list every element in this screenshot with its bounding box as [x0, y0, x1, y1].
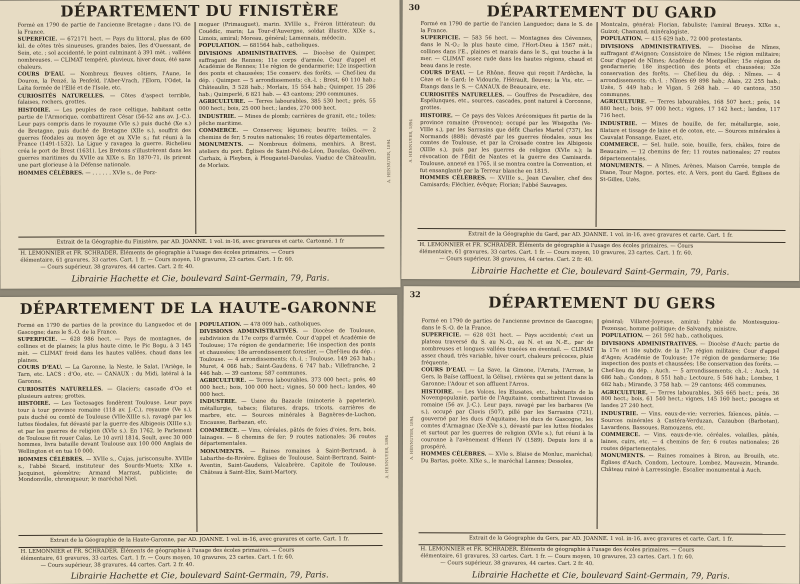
card-gers: [402, 286, 800, 584]
publisher-line: Librairie Hachette et Cie, boulevard Saint-Germain, 79, Paris.: [71, 272, 330, 284]
card-title: DÉPARTEMENT DU GARD: [486, 2, 717, 22]
paragraph: HOMMES CÉLÈBRES. — XVIe s. Blaise de Monluc, maréchal; Du Bartas, poète. XIXe s., le maréchal Lannes; Dessoles,: [420, 451, 593, 466]
paragraph: AGRICULTURE. — Terres labourables, 373 000 hect.; prés, 40 000 hect.; bois, 100 000 hect.; vignes, 50 000 hect.; landes, 40 000 hect.: [199, 377, 376, 399]
paragraph: HOMMES CÉLÈBRES. — XVIIe s., Cujas, jurisconsulte. XVIIIe s., l'abbé Sicard, instituteur des Sourds-Muets; XIXe s. Jacquinot, géomètre; Armand Marrast, publiciste; de Mondonville, chroniqueur; le maréchal Niel.: [18, 455, 193, 484]
paragraph: Formé en 1790 de parties de l'ancienne province de Gascogne; dans le S.-O. de la France.: [421, 318, 594, 332]
paragraph: MONUMENTS. — Ruines romaines à Saint-Bertrand, à Labarthe-de-Rivière. Églises de Toulouse, Saint-Bertrand, Saint-Aventin, Saint-Gaudens, Valcabrère. Capitole de Toulouse. Château à Saint-Elix, Saint-Martory.: [200, 447, 377, 476]
side-imprint: A. HENNUYER, 1894: [385, 139, 392, 183]
left-column: [421, 318, 594, 529]
card-gard: [401, 0, 800, 281]
paragraph: INDUSTRIE. — Vins, eaux-de-vie; verreries, faïences, pâtés. — Sources minérales à Castéra-Verduzan, Cazaubon (Barbotan), Lavardens, Bassoues, Ramouzens, etc.: [601, 410, 780, 432]
column-divider: [596, 22, 598, 227]
footer-line-1: H. LEMONNIER et FR. SCHRADER. Éléments de géographie à l'usage des écoles primaires. — Cours: [20, 547, 295, 555]
paragraph: MONUMENTS. — Ruines romaines à Biron, au Brouilh, etc. Églises d'Auch, Condom, Lectoure, Lombez, Mauvezin, Mirande. Château ruiné à Larressingle. Escalier monumental à Auch.: [600, 453, 779, 474]
paragraph: général; Villaret-Joyeuse, amiral; l'abbé de Montesquiou-Fezensac, homme politique; de Salvandy, ministre.: [601, 318, 780, 333]
footer-line-1: H. LEMONNIER et FR. SCHRADER. Éléments de géographie à l'usage des écoles primaires. — Cours: [20, 249, 295, 257]
column-divider: [195, 22, 197, 234]
paragraph: CURIOSITÉS NATURELLES. — Glaciers; cascade d'Oo et plusieurs autres; grottes.: [17, 385, 192, 400]
footer-line-1: H. LEMONNIER et FR. SCHRADER. Éléments de géographie à l'usage des écoles primaires. — Cours: [420, 546, 695, 554]
left-column: [17, 322, 192, 533]
footer-line-1: H. LEMONNIER et FR. SCHRADER. Éléments de géographie à l'usage des écoles primaires. — Cours: [419, 242, 694, 250]
divider-line: [419, 532, 786, 535]
paragraph: HISTOIRE. — Les peuples de race celtique, habitant cette partie de l'Armorique, combattirent César (56-52 ans av. J.-C.). Leur pays compris dans le royaume (VIe s.) puis duché (Xe s.) de Bretagne, puis duché de Bretagne (XIIe s.), souffrit des guerres féodales au moyen âge et au XVIe s.; fut réuni à la France (1491-1532). La Ligue y ravagea la guerre. Richelieu créa le port de Brest (1631). Les Bretons s'illustrèrent dans les guerres maritimes du XVIIe au XIXe s. En 1870-71, ils prirent une part glorieuse à la Défense nationale.: [17, 106, 192, 169]
paragraph: POPULATION. — 681564 hab., catholiques.: [198, 42, 320, 50]
card-haute-garonne: [0, 295, 399, 584]
left-column: [18, 22, 192, 235]
paragraph: SUPERFICIE. — 628 986 hect. — Pays de montagnes, de collines et de plaines; la plus haute cime, le Pic Bogu, à 3 145 mèt. — CLIMAT froid dans les hautes vallées, chaud dans les plaines.: [17, 336, 192, 364]
paragraph: AGRICULTURE. — Terres labourables, 385 530 hect.; prés, 55 000 hect.; bois, 25 000 hect.; landes, 270 000 hect.: [198, 98, 376, 113]
publisher-line: Librairie Hachette et Cie, boulevard Saint-Germain, 79, Paris.: [471, 569, 730, 581]
paragraph: moguer (Primauguet), marin. XVIIIe s., Fréron littérateur; du Couëdic, marin; La Tour-d'Auvergne, soldat illustre. XIXe s., Limoix, amiral; Moreau, général; Lamennais, médecin.: [198, 21, 376, 42]
card-number: 30: [408, 1, 420, 13]
paragraph: Formé en 1790 de partie de l'ancien Languedoc; dans le S. de la France.: [420, 21, 593, 35]
right-column: [601, 319, 780, 530]
extract-line: Extrait de la Géographie du Finistère, par AD. JOANNE. 1 vol. in-16, avec gravures et carte. Cartonné. 1 fr: [56, 238, 345, 246]
paragraph: HOMMES CÉLÈBRES. — . . . . . . XVIe s., de Porz-: [18, 169, 157, 177]
paragraph: POPULATION. — 261 592 hab., catholiques.: [601, 333, 724, 340]
paragraph: COURS D'EAU. — Le Rhône, fleuve qui reçoit l'Ardèche, la Cèze et le Gard; le Vidourle, l'Hérault, fleuves; la Vis, etc. — Étangs dans le S. — CANAUX de Beaucaire, etc.: [420, 70, 593, 91]
side-imprint: A. HENNUYER, 1894: [408, 416, 415, 460]
card-number: 32: [409, 289, 421, 300]
paragraph: COURS D'EAU. — Nombreux fleuves côtiers, l'Aune, le Douron, la Penzé, la Penfeld, l'Aber-Vrach, l'Elorn, l'Odet, la Laïta formée de l'Ellé et de l'Isole, etc.: [17, 71, 191, 92]
card-title: DÉPARTEMENT DU GERS: [488, 293, 716, 313]
column-divider: [195, 322, 197, 532]
paragraph: POPULATION. — 478 009 hab., catholiques.: [199, 321, 322, 328]
footer-line-3: — Cours supérieur, 38 gravures, 44 cartes. Cart. 2 fr. 40.: [40, 264, 194, 271]
paragraph: HISTOIRE. — Ce pays des Volces Arécomiques fit partie de la province romaine (Provence); occupé par les Wisigoths (Ve-VIIIe s.), par les Sarrasins que défit Charles Martel (737), les Normands (888); dévasté par les guerres féodales, sous les comtes de Toulouse, et par la Croisade contre les Albigeois (XIIIe s.), puis par les guerres de religion (XVIe s.); la révocation de l'Édit de Nantes et la guerre des Camisards. Toulouse, annexé en 1765, il se montra contre la Convention, et fut ensanglanté par la Terreur blanche en 1815.: [419, 112, 593, 175]
paragraph: HOMMES CÉLÈBRES. — XVIIIe s., Jean Cavalier, chef des Camisards; Fléchier, évêque; Florian; l'abbé Sauvages.: [419, 175, 592, 190]
paragraph: DIVISIONS ADMINISTRATIVES. — Diocèse de Quimper, suffragant de Rennes; 11e corps d'armée. Cour d'appel et Académie de Rennes; 11e région de gendarmerie; 12e inspection des ponts et chaussées; 15e conserv. des forêts. — Chef-lieu du dép. : Quimper. — 5 arrondissements; ch.-l. : Brest, 60 110 hab.; Châteaulin, 3 528 hab.; Morlaix, 15 554 hab.; Quimper, 15 286 hab.; Quimperlé, 6 821 hab. — 43 cantons; 290 communes.: [198, 50, 376, 99]
publisher-line: Librairie Hachette et Cie, boulevard Saint-Germain, 79, Paris.: [70, 569, 329, 581]
column-divider: [597, 319, 599, 529]
right-column: [600, 22, 781, 228]
paragraph: COMMERCE. — Sel, huile, soie, houille, fers, châles, foire de Beaucaire. — 12 chemins de fer; 11 routes nationales; 27 routes départementales.: [599, 141, 781, 162]
paragraph: Montcalm, général; Florian, fabuliste; l'amiral Brueys. XIXe s., Guizot; Chamand, minéralogiste.: [600, 21, 781, 36]
paragraph: HISTOIRE. — Les Volces, les Elusates, etc., habitants de la Novempopulanie, partie de l'Aquitaine, combattirent l'invasion romaine (56 av. J.-C.). Leur pays, ravagé par les barbares (Ve s.), occupé par Clovis (507), pillé par les Sarrasins (721), gouverné par les ducs d'Aquitaine, les ducs de Gascogne, les comtes d'Armagnac (Xe-XVe s.), dévasté par les luttes féodales et surtout par les guerres de religion (XVIe s.), fut réuni à la couronne à l'avènement d'Henri IV (1589). Depuis lors il a prospéré.: [420, 388, 594, 451]
paragraph: COMMERCE. — Vins, céréales, pâtés de foies d'oies, fers, bois, lainages. — 8 chemins de fer; 9 routes nationales; 36 routes départementales.: [199, 426, 377, 448]
side-imprint: A. HENNUYER, 1894: [383, 435, 390, 479]
footer-line-3: — Cours supérieur, 38 gravures, 44 cartes. Cart. 2 fr. 40.: [440, 560, 594, 567]
footer-line-2: élémentaire, 61 gravures, 33 cartes. Cart. 1 fr. — Cours moyen, 10 gravures, 23 cartes. Cart. 1 fr. 60.: [20, 256, 294, 264]
paragraph: Formé en 1790 de parties de la province du Languedoc et de Gascogne; dans le S.-O. de la France.: [17, 322, 192, 336]
card-title: DÉPARTEMENT DE LA HAUTE-GARONNE: [19, 299, 377, 318]
footer-line-2: élémentaire, 61 gravures, 33 cartes. Cart. 1 fr. — Cours moyen, 10 gravures, 23 cartes. Cart. 1 fr. 60.: [20, 554, 294, 562]
paragraph: DIVISIONS ADMINISTRATIVES. — Diocèse de Nîmes, suffragant d'Avignon; Consistoire de Nîmes; 15e région militaire; Cour d'appel de Nîmes; Académie de Montpellier; 15e région de gendarmerie; 18e inspection des ponts et chaussées; 32e conservation des forêts. — Chef-lieu du dép. : Nîmes. — 4 arrondissements; ch.-l. : Nîmes 69 898 hab.; Alais, 22 255 hab.; Uzès, 5 449 hab.; le Vigan, 5 268 hab. — 40 cantons, 350 communes.: [600, 43, 781, 99]
paragraph: COURS D'EAU. — La Garonne, la Neste, le Salat, l'Ariège, le Tarn, etc. LACS : d'Oo, etc. — CANAUX : du Midi, latéral à la Garonne.: [17, 364, 192, 386]
right-column: [199, 21, 377, 234]
paragraph: SUPERFICIE. — 628 031 hect. — Pays accidenté; c'est un plateau traversé du S. au N.-O., au N. et au N.-E., par de nombreuses et longues vallées tracées en éventail. — CLIMAT assez chaud, très variable, hiver court, chaleurs précoces, pluie fréquente.: [421, 332, 594, 367]
paragraph: MONUMENTS. — A Nîmes, Arènes, Maison Carrée, temple de Diane, Tour Magne, portes, etc. A Vers, pont du Gard. Églises de St-Gilles, Uzès.: [599, 163, 780, 184]
paragraph: POPULATION. — 415 629 hab., 72 000 protestants.: [600, 36, 743, 44]
paragraph: COURS D'EAU. — La Save, la Gimone, l'Arrats, l'Arrose, le Gers, la Baïse (affluent, la Gélise), rivières qui se jettent dans la Garonne; l'Adour et son affluent l'Arros.: [421, 367, 594, 388]
paragraph: DIVISIONS ADMINISTRATIVES. — Diocèse de Toulouse, subdivision du 17e corps d'armée. Cour d'appel et Académie de Toulouse; 17e région de gendarmerie; 16e inspection des ponts et chaussées; 18e arrondissement forestier. — Chef-lieu du dép. : Toulouse. — 4 arrondissements; ch.-l. : Toulouse, 149 263 hab.; Muret, 4 066 hab.; Saint-Gaudens, 6 747 hab.; Villefranche, 2 446 hab. — 39 cantons; 587 communes.: [199, 328, 376, 377]
extract-line: Extrait de la Géographie du Gers, par AD. JOANNE. 1 vol. in-16, avec gravures et carte. Cart. 1 fr.: [468, 535, 734, 543]
footer-line-2: élémentaire, 61 gravures, 33 cartes. Cart. 1 fr. — Cours moyen, 10 gravures, 23 cartes. Cart. 1 fr. 60.: [420, 553, 694, 561]
extract-line: Extrait de la Géographie de la Haute-Garonne, par AD. JOANNE. 1 vol. in-16, avec gravures et carte. Cart. 1 fr.: [49, 536, 350, 544]
left-column: [420, 21, 593, 227]
paragraph: INDUSTRIE. — Usine du Bazacle (minoterie à papeterie), métallurgie, tabacs; filatures, draps, tricots, carrières de marbre, etc. — Sources minérales à Bagnères-de-Luchon, Encausse, Barbazan, etc.: [199, 398, 376, 427]
extract-line: Extrait de la Géographie du Gard, par AD. JOANNE. 1 vol. in-16, avec gravures et carte. Cart. 1 fr.: [468, 231, 733, 239]
paragraph: DIVISIONS ADMINISTRATIVES. — Diocèse d'Auch; partie de la 17e et 18e subdiv. de la 17e région militaire; Cour d'appel d'Agen; Académie de Toulouse; 17e région de gendarmerie; 16e inspection des ponts et chaussées; 18e conservation des forêts. — Chef-lieu du dép. : Auch. — 5 arrondissements; ch.-l. : Auch, 14 686 hab.; Condom, 8 551 hab.; Lectoure, 5 546 hab.; Lombez, 1 682 hab.; Mirande, 3 758 hab. — 29 cantons; 465 communes.: [601, 340, 780, 389]
side-imprint: A. HENNUYER, 1894: [407, 118, 414, 163]
paragraph: SUPERFICIE. — 672171 hect. — Pays du littoral, plus de 600 kil. de côtes très sinueuses, grandes baies, îles d'Ouessant, de Sein, etc. ; sol accidenté, le point culminant à 391 mèt. ; vallées nombreuses. — CLIMAT tempéré, pluvieux, hiver doux, été sans chaleurs.: [17, 36, 191, 71]
paragraph: HISTOIRE. — Les Tectosages fondèrent Toulouse. Leur pays tour à tour province romaine (118 av. J.-C.), royaume (Ve s.), puis duché ou comté de Toulouse (VIIe-XIIIe s.), ravagé par les luttes féodales, fut dévasté par la guerre des Albigeois (XIIIe s.); et par les guerres de religion (XVIe s.). En 1762, le Parlement de Toulouse fit rouer Calas. Le 10 avril 1814, Soult, avec 30 000 hommes, livra bataille devant Toulouse aux 100 000 Anglais de Wellington et en tua 10 000.: [17, 400, 193, 456]
card-title: DÉPARTEMENT DU FINISTÈRE: [60, 1, 339, 21]
paragraph: CURIOSITÉS NATURELLES. — Gouffres de Pescadière, des Espélunques, etc., sources, cascades, pont naturel à Corconne, grottes.: [420, 91, 593, 112]
paragraph: COMMERCE. — Vins, eaux-de-vie, céréales, volailles, pâtés, laines, cuirs, etc. — 4 chemins de fer; 6 routes nationales; 26 routes départementales.: [600, 431, 780, 453]
paragraph: COMMERCE. — Conserves; légumes; beurre; toiles. — 2 chemins de fer; 5 routes nationales; 16 routes départementales.: [198, 127, 376, 142]
paragraph: Formé en 1790 de partie de l'ancienne Bretagne ; dans l'O. de la France.: [17, 22, 191, 36]
paragraph: INDUSTRIE. — Mines de houille, de fer, métallurgie, soie, filature et tissage de laine et de coton, etc. — Sources minérales à Cauvalat Fonsange, Euzet, etc.: [599, 120, 781, 141]
footer-line-2: élémentaire, 61 gravures, 33 cartes. Cart. 1 fr. — Cours moyen, 10 gravures, 23 cartes. Cart. 1 fr. 60.: [419, 249, 693, 257]
footer-line-3: — Cours supérieur, 38 gravures, 44 cartes. Cart. 2 fr. 40.: [439, 256, 593, 263]
publisher-line: Librairie Hachette et Cie, boulevard Saint-Germain, 79, Paris.: [471, 265, 730, 277]
footer-line-3: — Cours supérieur, 38 gravures, 44 cartes. Cart. 2 fr. 40.: [40, 562, 195, 569]
paragraph: INDUSTRIE. — Mines de plomb; carrières de granit, etc.; toiles; pêche maritime.: [198, 113, 376, 127]
paragraph: AGRICULTURE. — Terres labourables, 168 507 hect.; prés, 14 880 hect.; bois, 97 000 hect.; vignes, 17 142 hect.; landes, 117 716 hect.: [600, 99, 781, 120]
paragraph: MONUMENTS. — Nombreux dolmens, menhirs. A Brest, ateliers du port. Églises de Saint-Pol-de-Léon, Daoulas, Goëlven, Carhaix, à Pleyben, à Plougastel-Daoulas. Viaduc de Châteaulin, de Morlaix.: [198, 141, 377, 170]
right-column: [199, 321, 376, 532]
paragraph: SUPERFICIE. — 583 56 hect. — Montagnes des Cévennes, dans le N.-O.; la plus haute cime, l'Hort-Dieu à 1567 mèt.; collines dans l'E., plaines et marais dans le S., qui touche à la mer. — CLIMAT assez rude dans les hautes régions, chaud et beau dans le reste.: [420, 35, 593, 70]
paragraph: AGRICULTURE. — Terres labourables, 365 665 hect.; prés, 36 800 hect.; bois, 61 540 hect.; vignes, 145 160 hect.; pacages et landes 27 240 hect.: [601, 389, 780, 410]
paragraph: CURIOSITÉS NATURELLES. — Côtes d'aspect terrible, falaises, rochers, grottes.: [17, 92, 191, 107]
card-finistere: [0, 0, 401, 289]
divider-line: [18, 235, 384, 237]
